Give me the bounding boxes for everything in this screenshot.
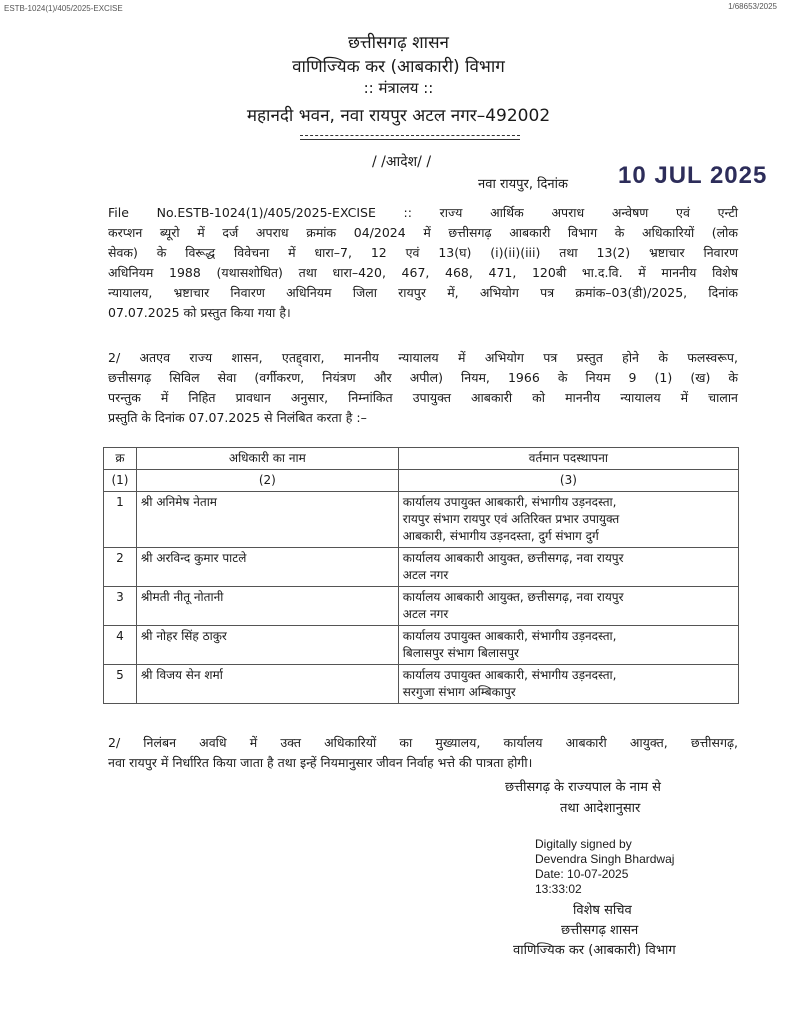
officers-table [103, 447, 739, 704]
paragraph-1-line: अधिनियम 1988 (यथासशोधित) तथा धारा–420, 467, 468, 471, 120बी भा.द.वि. में माननीय विशेष [108, 265, 738, 280]
row-serial: 4 [104, 626, 137, 665]
officer-name: श्री विजय सेन शर्मा [136, 665, 398, 704]
column-number-2: (2) [136, 470, 398, 492]
government-title: छत्तीसगढ़ शासन [348, 33, 449, 53]
paragraph-1 [108, 203, 738, 323]
signature-time: 13:33:02 [535, 882, 582, 896]
paragraph-2 [108, 348, 738, 428]
table-row [104, 492, 739, 548]
paragraph-1-line: सेवक) के विरूद्ध विवेचना में धारा–7, 12 एवं 13(घ) (i)(ii)(iii) तथा 13(2) भ्रष्टाचार निवारण [108, 245, 738, 260]
posting-line: कार्यालय उपायुक्त आबकारी, संभागीय उड़नदस्ता, [402, 629, 617, 643]
paragraph-1-line: File No.ESTB-1024(1)/405/2025-EXCISE :: राज्य आर्थिक अपराध अन्वेषण एवं एन्टी [108, 205, 738, 220]
place-date-label: नवा रायपुर, दिनांक [478, 177, 568, 192]
paragraph-1-line: 07.07.2025 को प्रस्तुत किया गया है। [108, 305, 291, 320]
column-header-name: अधिकारी का नाम [136, 448, 398, 470]
table-row [104, 665, 739, 704]
table-row [104, 548, 739, 587]
posting-line: अटल नगर [402, 568, 449, 582]
posting-line: आबकारी, संभागीय उड़नदस्ता, दुर्ग संभाग दुर्ग [402, 529, 599, 543]
posting-line: सरगुजा संभाग अम्बिकापुर [402, 685, 516, 699]
signature-line: Digitally signed by [535, 837, 632, 851]
order-title: / /आदेश/ / [372, 154, 432, 170]
table-header-row [104, 448, 739, 470]
row-serial: 2 [104, 548, 137, 587]
ministry-title: :: मंत्रालय :: [363, 79, 434, 97]
posting-line: कार्यालय उपायुक्त आबकारी, संभागीय उड़नदस्ता, [402, 668, 617, 682]
officer-name: श्री अनिमेष नेताम [136, 492, 398, 548]
signer-name: Devendra Singh Bhardwaj [535, 852, 675, 866]
digital-signature-block [535, 837, 674, 897]
officer-name: श्री अरविन्द कुमार पाटले [136, 548, 398, 587]
row-serial: 5 [104, 665, 137, 704]
posting-line: कार्यालय उपायुक्त आबकारी, संभागीय उड़नदस्ता, [402, 495, 617, 509]
paragraph-1-line: न्यायालय, भ्रष्टाचार निवारण अधिनियम जिला रायपुर में, अभियोग पत्र क्रमांक–03(डी)/2025, दिनांक [108, 285, 738, 300]
paragraph-2-line: प्रस्तुति के दिनांक 07.07.2025 से निलंबित करता है :– [108, 410, 367, 425]
date-stamp: 10 JUL 2025 [618, 162, 768, 189]
posting-line: कार्यालय आबकारी आयुक्त, छत्तीसगढ़, नवा रायपुर [402, 590, 624, 604]
officer-posting [398, 626, 738, 665]
posting-line: रायपुर संभाग रायपुर एवं अतिरिक्त प्रभार उपायुक्त [402, 512, 620, 526]
file-reference-top-right: 1/68653/2025 [728, 2, 777, 11]
posting-line: अटल नगर [402, 607, 449, 621]
closing-line-2: तथा आदेशानुसार [560, 801, 641, 816]
paragraph-1-line: करप्शन ब्यूरो में दर्ज अपराध क्रमांक 04/2024 में छत्तीसगढ़ आबकारी विभाग के अधिकारियों (लोक [108, 225, 738, 240]
paragraph-2-line: छत्तीसगढ़ सिविल सेवा (वर्गीकरण, नियंत्रण और अपील) नियम, 1966 के नियम 9 (1) (ख) के [108, 370, 738, 385]
officer-posting [398, 587, 738, 626]
designation-department: वाणिज्यिक कर (आबकारी) विभाग [513, 943, 676, 958]
column-header-serial: क्र [104, 448, 137, 470]
column-header-posting: वर्तमान पदस्थापना [398, 448, 738, 470]
table-subheader-row [104, 470, 739, 492]
officer-name: श्री नोहर सिंह ठाकुर [136, 626, 398, 665]
file-reference-top-left: ESTB-1024(1)/405/2025-EXCISE [4, 4, 123, 13]
row-serial: 1 [104, 492, 137, 548]
officer-posting [398, 492, 738, 548]
address-line: महानदी भवन, नवा रायपुर अटल नगर–492002 [246, 106, 551, 126]
department-title: वाणिज्यिक कर (आबकारी) विभाग [292, 57, 505, 77]
header-divider-underline [300, 139, 520, 140]
paragraph-3-line: नवा रायपुर में निर्धारित किया जाता है तथा इन्हें नियमानुसार जीवन निर्वाह भत्ते की पात्रता होगी। [108, 755, 533, 770]
designation-government: छत्तीसगढ़ शासन [561, 923, 639, 938]
paragraph-3-line: 2/ निलंबन अवधि में उक्त अधिकारियों का मुख्यालय, कार्यालय आबकारी आयुक्त, छत्तीसगढ़, [108, 735, 738, 750]
paragraph-3 [108, 733, 738, 773]
header-divider [300, 135, 520, 136]
posting-line: बिलासपुर संभाग बिलासपुर [402, 646, 519, 660]
column-number-3: (3) [398, 470, 738, 492]
officer-posting [398, 665, 738, 704]
officer-posting [398, 548, 738, 587]
signature-date: Date: 10-07-2025 [535, 867, 629, 881]
table-row [104, 587, 739, 626]
designation-title: विशेष सचिव [573, 903, 632, 918]
closing-line-1: छत्तीसगढ़ के राज्यपाल के नाम से [505, 780, 661, 795]
officer-name: श्रीमती नीतू नोतानी [136, 587, 398, 626]
row-serial: 3 [104, 587, 137, 626]
paragraph-2-line: परन्तुक में निहित प्रावधान अनुसार, निम्नांकित उपायुक्त आबकारी को माननीय न्यायालय में चालान [108, 390, 738, 405]
column-number-1: (1) [104, 470, 137, 492]
paragraph-2-line: 2/ अतएव राज्य शासन, एतद्द्वारा, माननीय न्यायालय में अभियोग पत्र प्रस्तुत होने के फलस्वरूप, [108, 350, 738, 365]
posting-line: कार्यालय आबकारी आयुक्त, छत्तीसगढ़, नवा रायपुर [402, 551, 624, 565]
table-row [104, 626, 739, 665]
